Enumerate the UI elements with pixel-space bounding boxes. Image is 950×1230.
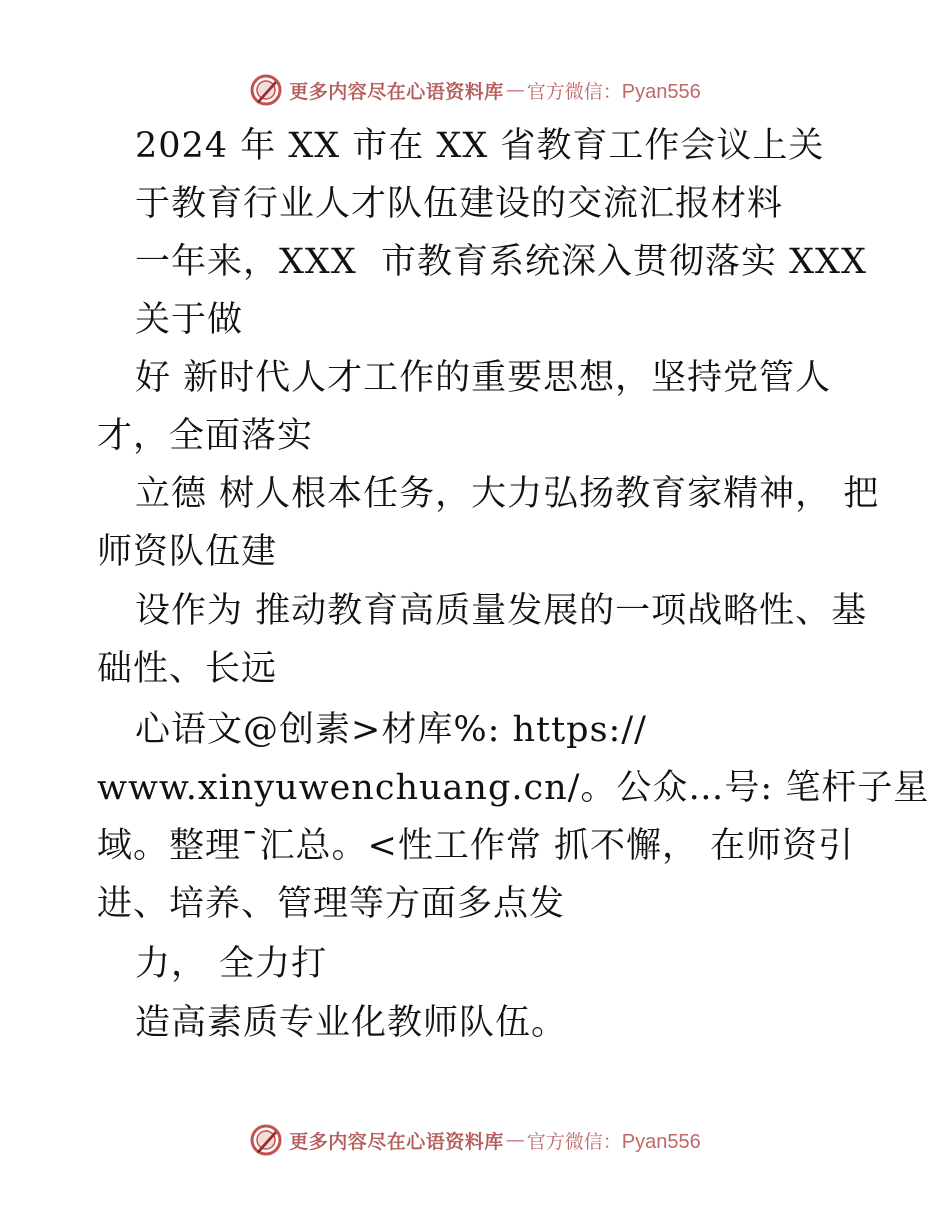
text-line: 师资队伍建 [97, 532, 278, 572]
text-line: www.xinyuwenchuang.cn/。公众…号: 笔杆子星 [97, 768, 930, 808]
text-line: 才，全面落实 [97, 416, 314, 456]
text-line: 力， 全力打 [135, 944, 328, 984]
text-line: 础性、长远 [97, 649, 278, 689]
watermark-contact-label: 官方微信： [526, 1130, 622, 1153]
text-line: 造高素质专业化教师队伍。 [135, 1003, 568, 1043]
title-line-2: 于教育行业人才队伍建设的交流汇报材料 [135, 184, 784, 224]
watermark-dash: — [505, 1129, 525, 1151]
pen-logo-icon [249, 1123, 283, 1157]
text-line: 立德 树人根本任务，大力弘扬教育家精神， 把 [135, 474, 880, 514]
title-line-1: 2024 年 XX 市在 XX 省教育工作会议上关 [135, 126, 825, 166]
footer-watermark [0, 1120, 950, 1160]
watermark-contact [527, 1127, 701, 1154]
text-line: 关于做 [135, 300, 244, 340]
watermark-dash: — [505, 79, 525, 101]
text-line: 设作为 推动教育高质量发展的一项战略性、基 [135, 591, 868, 631]
watermark-title: 更多内容尽在心语资料库 [289, 1130, 504, 1153]
pen-logo-icon [249, 73, 283, 107]
watermark-contact [527, 77, 701, 104]
watermark-contact-label: 官方微信： [526, 80, 622, 103]
text-line: 进、培养、管理等方面多点发 [97, 884, 566, 924]
text-line: 一年来，XXX 市教育系统深入贯彻落实 XXX [135, 242, 867, 282]
watermark-contact-id: Pyan556 [621, 80, 701, 103]
header-watermark [0, 70, 950, 110]
watermark-contact-id: Pyan556 [621, 1130, 701, 1153]
text-line: 心语文@创素>材库%: https:// [135, 710, 647, 750]
text-line: 好 新时代人才工作的重要思想，坚持党管人 [135, 358, 832, 398]
text-line: 域。整理¯汇总。<性工作常 抓不懈， 在师资引 [97, 826, 855, 866]
watermark-title: 更多内容尽在心语资料库 [289, 80, 504, 103]
